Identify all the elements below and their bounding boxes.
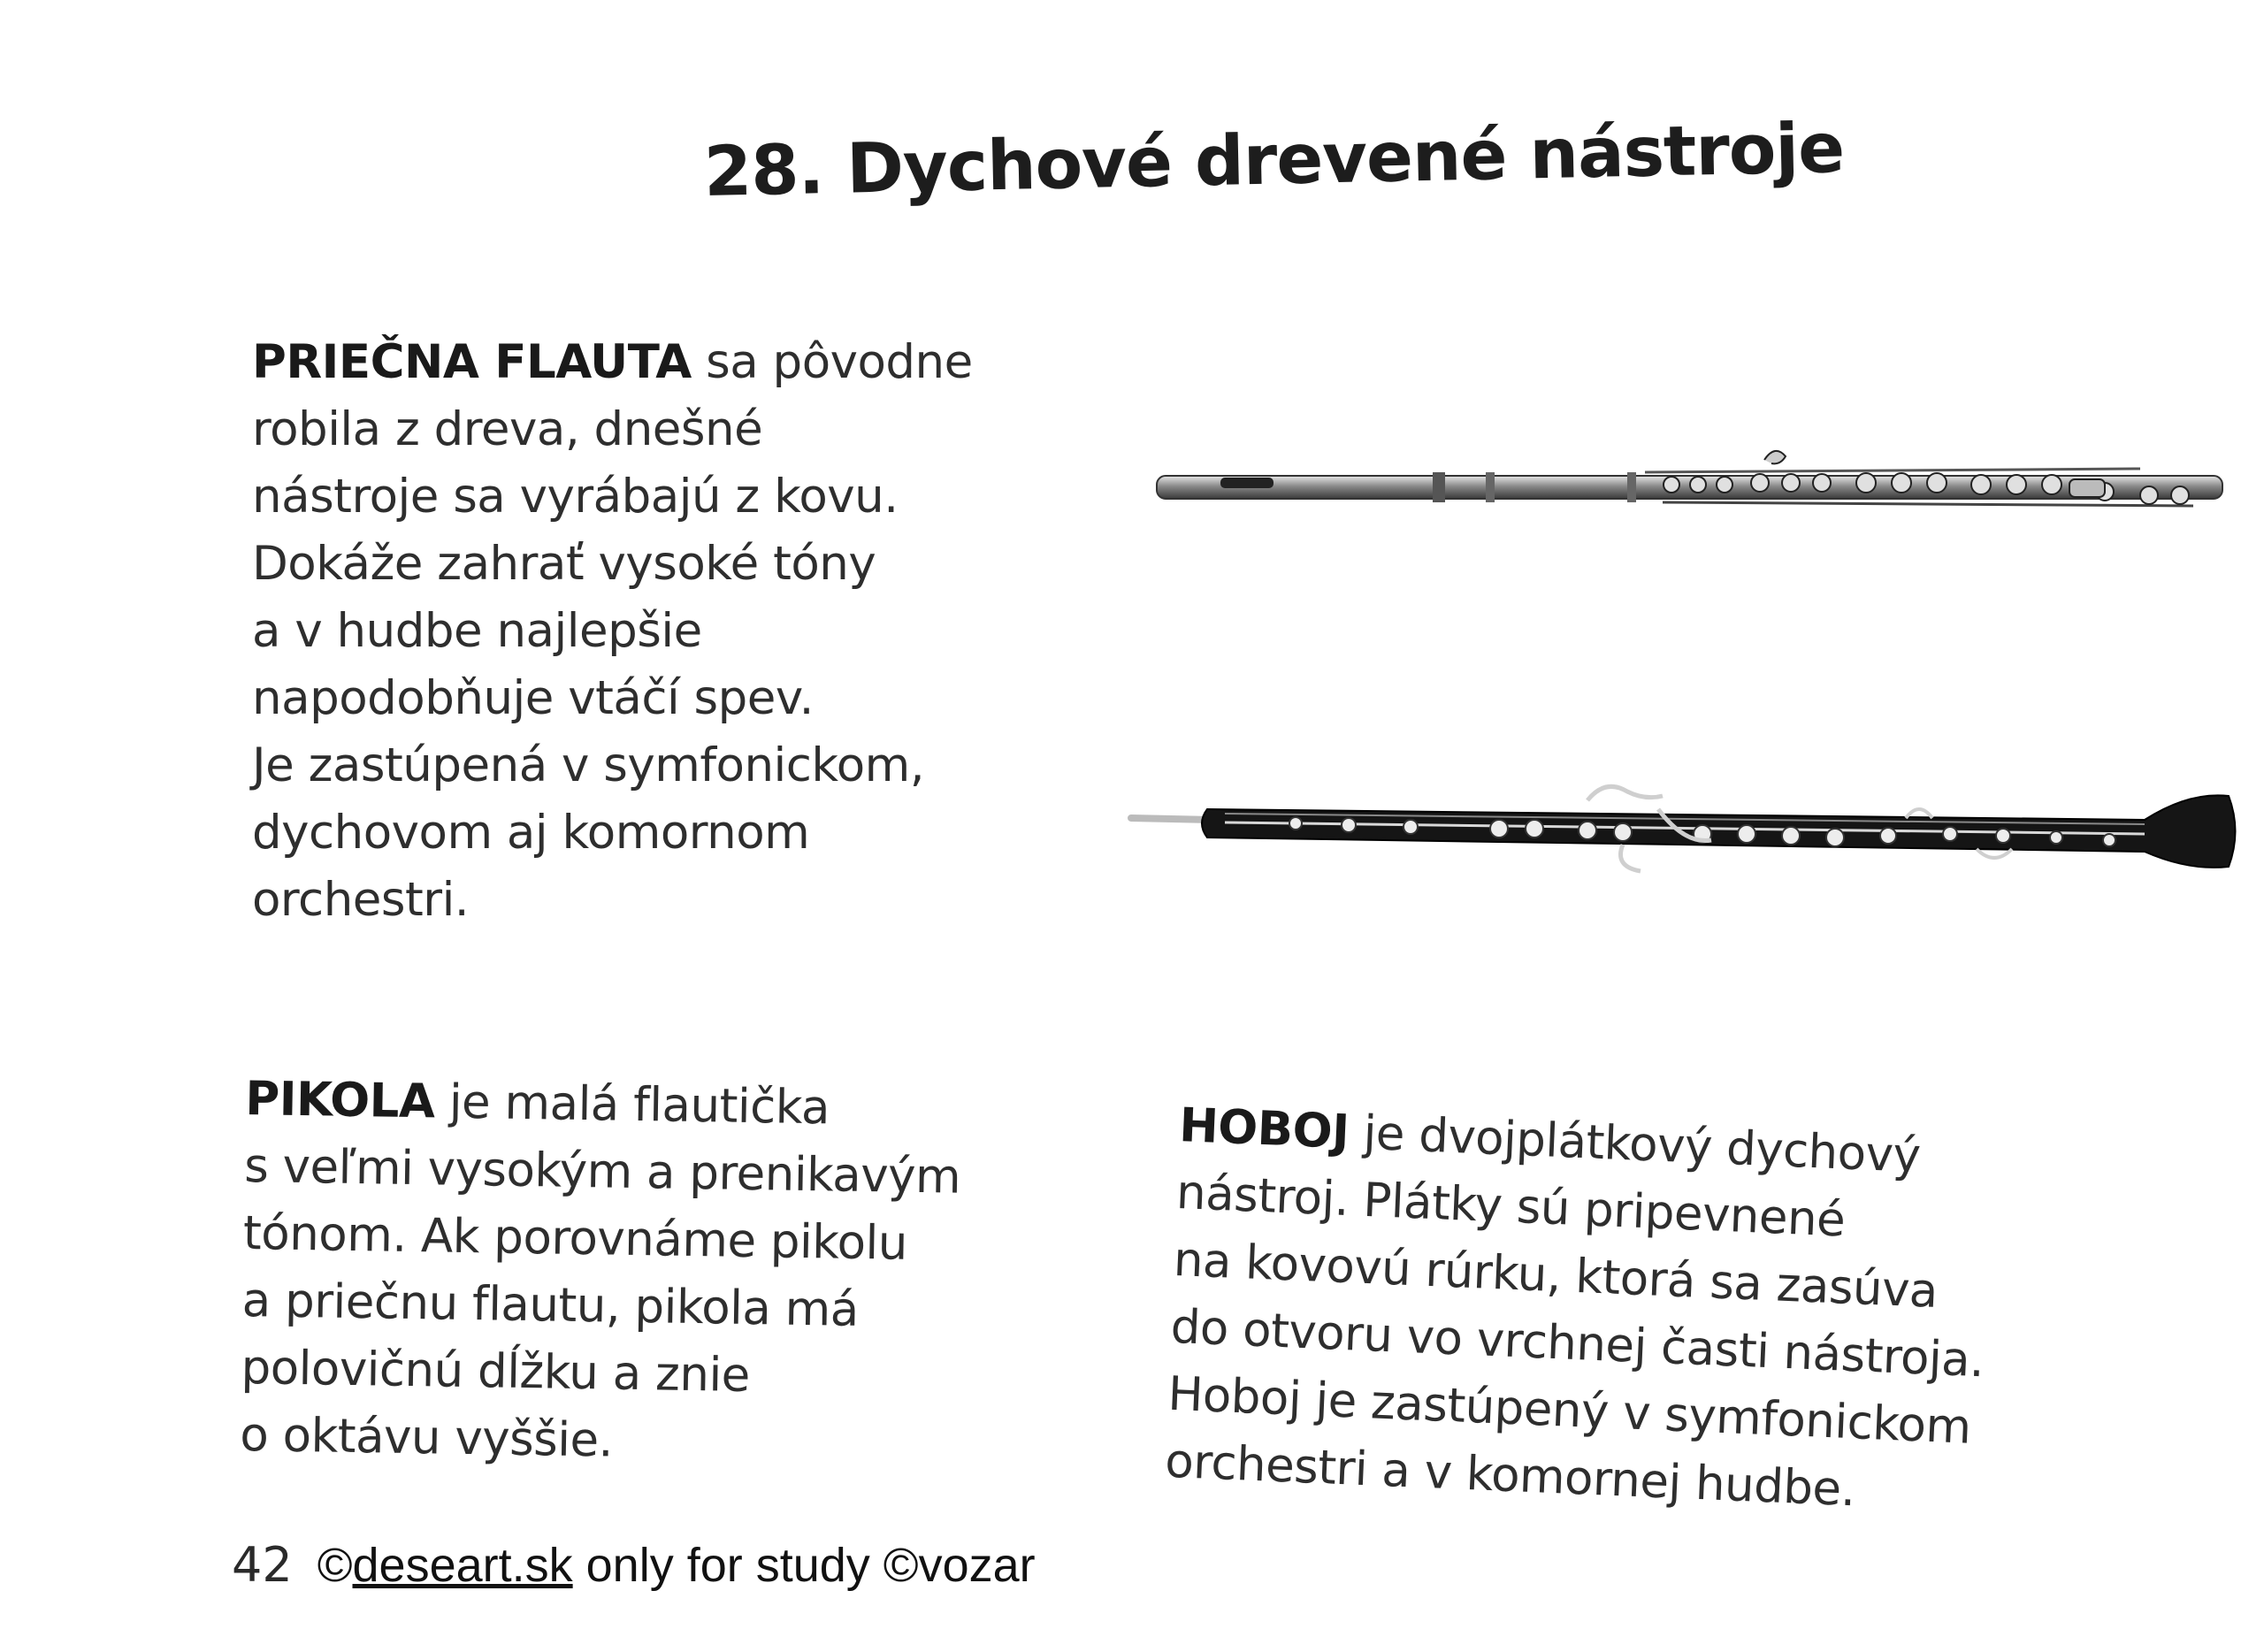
piccolo-line-2: s veľmi vysokým a prenikavým bbox=[243, 1138, 961, 1205]
piccolo-line-4: a priečnu flautu, pikola má bbox=[241, 1273, 860, 1337]
piccolo-line-6: o oktávu vyššie. bbox=[239, 1407, 614, 1468]
flute-line-8: dychovom aj komornom bbox=[252, 806, 810, 860]
copyright-symbol: © bbox=[317, 1539, 353, 1592]
flute-line-3: nástroje sa vyrábajú z kovu. bbox=[252, 470, 899, 524]
flute-paragraph bbox=[252, 329, 973, 934]
oboe-term: HOBOJ bbox=[1178, 1098, 1350, 1159]
footer-text: only for study ©vozar bbox=[572, 1539, 1036, 1592]
oboe-paragraph bbox=[1164, 1092, 1994, 1529]
oboe-line-3: na kovovú rúrku, ktorá sa zasúva bbox=[1172, 1232, 1939, 1319]
flute-line-1: PRIEČNA FLAUTA sa pôvodne bbox=[252, 335, 973, 389]
oboe-line-5: Hoboj je zastúpený v symfonickom bbox=[1166, 1366, 1972, 1455]
oboe-line-1: HOBOJ je dvojplátkový dychový bbox=[1178, 1098, 1922, 1184]
flute-term: PRIEČNA FLAUTA bbox=[252, 335, 692, 389]
flute-image bbox=[1150, 433, 2229, 539]
flute-line-4: Dokáže zahrať vysoké tóny bbox=[252, 537, 876, 591]
oboe-line-4: do otvoru vo vrchnej časti nástroja. bbox=[1169, 1299, 1985, 1388]
footer bbox=[232, 1537, 1036, 1593]
piccolo-line-1: PIKOLA je malá flautička bbox=[244, 1071, 830, 1136]
flute-line-9: orchestri. bbox=[252, 873, 470, 927]
piccolo-line-5: polovičnú dĺžku a znie bbox=[241, 1340, 751, 1403]
oboe-line-2: nástroj. Plátky sú pripevnené bbox=[1174, 1165, 1847, 1248]
oboe-image bbox=[1128, 756, 2237, 906]
piccolo-paragraph bbox=[240, 1066, 962, 1480]
flute-line-2: robila z dreva, dnešné bbox=[252, 402, 763, 456]
piccolo-term: PIKOLA bbox=[244, 1071, 435, 1129]
oboe-line-6: orchestri a v komornej hudbe. bbox=[1164, 1434, 1857, 1518]
piccolo-line-3: tónom. Ak porovnáme pikolu bbox=[242, 1205, 908, 1271]
flute-line-6: napodobňuje vtáčí spev. bbox=[252, 671, 815, 725]
site-link[interactable]: deseart.sk bbox=[352, 1539, 573, 1592]
flute-line-5: a v hudbe najlepšie bbox=[252, 604, 702, 658]
flute-line-7: Je zastúpená v symfonickom, bbox=[252, 738, 925, 792]
page-number: 42 bbox=[232, 1537, 293, 1593]
page-title: 28. Dychové drevené nástroje bbox=[703, 108, 1845, 212]
